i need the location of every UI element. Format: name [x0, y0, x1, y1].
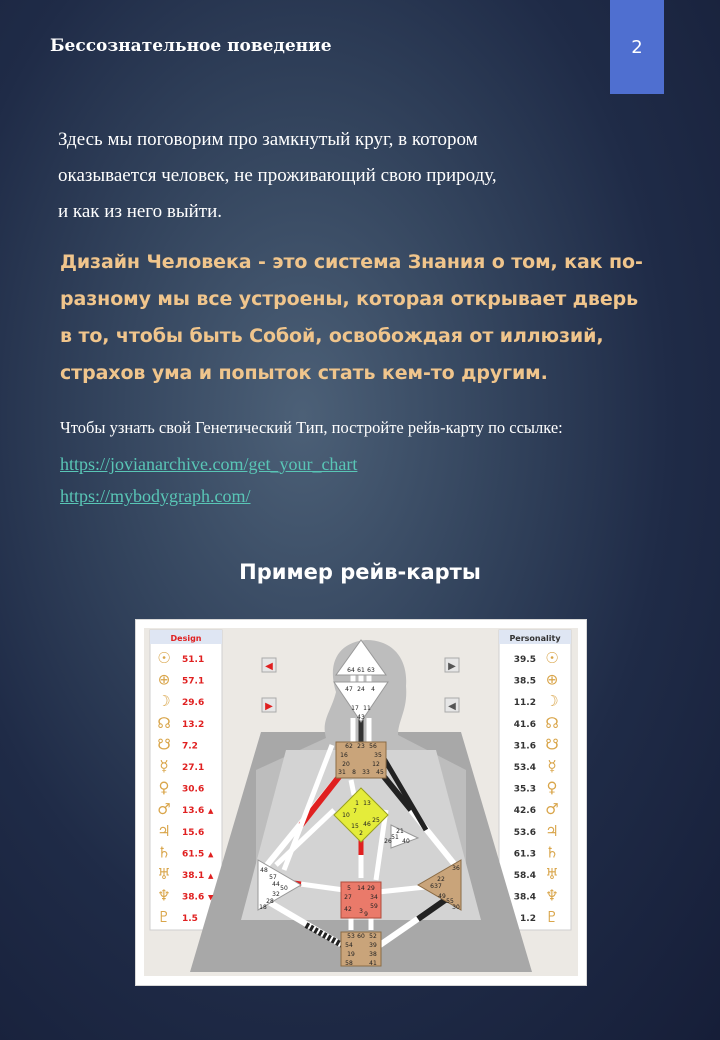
- gate-label: 27: [344, 894, 352, 901]
- personality-value: 53.6: [513, 827, 536, 838]
- gate-label: 40: [402, 838, 410, 845]
- gate-label: 35: [374, 752, 382, 759]
- design-value: 38.1: [182, 871, 205, 881]
- design-value: 15.6: [182, 827, 205, 838]
- planet-icon: ☽: [545, 692, 559, 711]
- quote-line: Дизайн Человека - это система Знания о том, как по-: [60, 251, 643, 273]
- design-value: 13.6: [182, 806, 205, 817]
- gate-label: 41: [369, 960, 377, 967]
- intro-line: и как из него выйти.: [58, 201, 222, 222]
- design-label: Design: [170, 634, 202, 643]
- planet-icon: ☽: [157, 692, 171, 711]
- gate-label: 53: [347, 933, 355, 940]
- planet-icon: ⊕: [545, 670, 559, 689]
- personality-value: 42.6: [513, 806, 536, 817]
- gate-label: 19: [347, 951, 355, 958]
- gate-label: 4: [371, 686, 375, 693]
- personality-value: 31.6: [513, 741, 536, 752]
- arrow-icon: ◀: [265, 661, 273, 672]
- gate-label: 21: [396, 828, 404, 835]
- design-value: 29.6: [182, 698, 205, 709]
- personality-value: 1.2: [520, 914, 536, 925]
- gate-label: 8: [352, 769, 356, 776]
- design-value: 7.2: [182, 741, 198, 752]
- gate-label: 6: [430, 883, 434, 890]
- gate-label: 7: [353, 808, 357, 815]
- design-value: 1.5: [182, 914, 198, 925]
- design-value: 51.1: [182, 655, 205, 665]
- gate-label: 16: [340, 752, 348, 759]
- planet-icon: ♄: [545, 843, 559, 862]
- gate-label: 49: [438, 893, 446, 900]
- gate-label: 33: [362, 769, 370, 776]
- gate-label: 64: [347, 667, 355, 674]
- personality-value: 11.2: [513, 698, 536, 709]
- gate-label: 39: [369, 942, 377, 949]
- gate-label: 26: [384, 838, 392, 845]
- quote-line: страхов ума и попыток стать кем-то другим.: [60, 362, 548, 384]
- planet-icon: ♇: [157, 908, 171, 927]
- design-value: 38.6: [182, 892, 205, 903]
- design-mark: ▲: [208, 872, 214, 880]
- intro-line: оказывается человек, не проживающий свою природу,: [58, 165, 497, 186]
- personality-panel: [499, 630, 571, 930]
- gate-label: 62: [345, 743, 353, 750]
- gate-label: 48: [260, 867, 268, 874]
- planet-icon: ♂: [157, 800, 171, 819]
- planet-icon: ♄: [157, 843, 171, 862]
- gate-label: 28: [266, 898, 274, 905]
- gate-label: 32: [272, 891, 280, 898]
- gate-label: 30: [452, 904, 460, 911]
- gate-label: 37: [434, 883, 442, 890]
- cta-text: Чтобы узнать свой Генетический Тип, постройте рейв-карту по ссылке:: [60, 418, 563, 437]
- gate-label: 10: [342, 812, 350, 819]
- planet-icon: ☉: [157, 649, 171, 667]
- gate-label: 55: [446, 898, 454, 905]
- gate-label: 44: [272, 881, 280, 888]
- planet-icon: ☿: [159, 757, 169, 775]
- gate-label: 34: [370, 894, 378, 901]
- planet-icon: ☋: [545, 735, 559, 754]
- planet-icon: ♆: [157, 886, 171, 905]
- planet-icon: ♀: [546, 778, 558, 797]
- highlight-quote: [60, 244, 660, 392]
- planet-icon: ☿: [547, 757, 557, 775]
- page-number: 2: [610, 0, 664, 94]
- gate-label: 23: [357, 743, 365, 750]
- quote-line: в то, чтобы быть Собой, освобождая от иллюзий,: [60, 325, 604, 347]
- gate-label: 47: [345, 686, 353, 693]
- gate-label: 14: [357, 885, 365, 892]
- gate-label: 46: [363, 821, 371, 828]
- design-mark: ▼: [208, 893, 214, 902]
- gate-label: 12: [372, 761, 380, 768]
- design-mark: ▲: [208, 850, 214, 859]
- gate-label: 5: [347, 885, 351, 892]
- gate-label: 43: [357, 714, 365, 721]
- gate-label: 52: [369, 933, 377, 940]
- personality-value: 58.4: [513, 871, 536, 881]
- gate-label: 59: [370, 903, 378, 910]
- arrow-icon: ▶: [265, 701, 273, 712]
- intro-line: Здесь мы поговорим про замкнутый круг, в котором: [58, 129, 478, 150]
- planet-icon: ♅: [545, 865, 559, 883]
- arrow-icon: ▶: [448, 661, 456, 672]
- gate-label: 9: [364, 911, 368, 918]
- personality-value: 38.4: [513, 892, 536, 903]
- gate-label: 25: [372, 817, 380, 824]
- gate-label: 24: [357, 686, 365, 693]
- channel: [351, 780, 354, 795]
- gate-label: 60: [357, 933, 365, 940]
- rave-chart-svg: [136, 620, 586, 985]
- design-value: 30.6: [182, 784, 205, 795]
- jovianarchive-link[interactable]: https://jovianarchive.com/get_your_chart: [60, 454, 358, 474]
- gate-label: 63: [367, 667, 375, 674]
- gate-label: 45: [376, 769, 384, 776]
- gate-label: 29: [367, 885, 375, 892]
- page-title: Бессознательное поведение: [50, 36, 332, 56]
- design-value: 61.5: [182, 849, 205, 860]
- design-mark: ▲: [208, 807, 214, 816]
- gate-label: 50: [280, 885, 288, 892]
- gate-label: 15: [351, 823, 359, 830]
- gate-label: 1: [355, 800, 359, 807]
- personality-value: 35.3: [513, 784, 536, 795]
- design-value: 27.1: [182, 763, 205, 773]
- gate-label: 31: [338, 769, 346, 776]
- arrow-icon: ◀: [448, 701, 456, 712]
- mybodygraph-link[interactable]: https://mybodygraph.com/: [60, 486, 251, 506]
- quote-line: разному мы все устроены, которая открывает дверь: [60, 288, 639, 310]
- gate-label: 58: [345, 960, 353, 967]
- planet-icon: ♀: [158, 778, 170, 797]
- planet-icon: ☊: [545, 713, 559, 732]
- gate-label: 18: [259, 904, 267, 911]
- gate-label: 13: [363, 800, 371, 807]
- planet-icon: ☋: [157, 735, 171, 754]
- gate-label: 22: [437, 876, 445, 883]
- gate-label: 54: [345, 942, 353, 949]
- planet-icon: ♆: [545, 886, 559, 905]
- intro-paragraph: [58, 122, 618, 230]
- gate-label: 36: [452, 865, 460, 872]
- planet-icon: ♅: [157, 865, 171, 883]
- gate-label: 57: [269, 874, 277, 881]
- gate-label: 2: [359, 830, 363, 837]
- gate-label: 20: [342, 761, 350, 768]
- gate-label: 3: [359, 908, 363, 915]
- planet-icon: ♇: [545, 908, 559, 927]
- planet-icon: ♃: [545, 821, 559, 840]
- personality-label: Personality: [509, 634, 561, 643]
- planet-icon: ☊: [157, 713, 171, 732]
- personality-value: 41.6: [513, 719, 536, 730]
- gate-label: 61: [357, 667, 365, 674]
- rave-chart: [135, 619, 587, 986]
- personality-value: 38.5: [513, 676, 536, 687]
- gate-label: 11: [363, 705, 371, 712]
- planet-icon: ♃: [157, 821, 171, 840]
- planet-icon: ⊕: [157, 670, 171, 689]
- personality-value: 61.3: [513, 849, 536, 860]
- gate-label: 38: [369, 951, 377, 958]
- planet-icon: ♂: [545, 800, 559, 819]
- gate-label: 17: [351, 705, 359, 712]
- planet-icon: ☉: [545, 649, 559, 667]
- design-value: 13.2: [182, 719, 205, 730]
- design-value: 57.1: [182, 676, 205, 687]
- personality-value: 53.4: [513, 763, 536, 773]
- gate-label: 56: [369, 743, 377, 750]
- personality-value: 39.5: [513, 655, 536, 665]
- example-title: Пример рейв-карты: [239, 560, 481, 584]
- gate-label: 51: [391, 834, 399, 841]
- gate-label: 42: [344, 906, 352, 913]
